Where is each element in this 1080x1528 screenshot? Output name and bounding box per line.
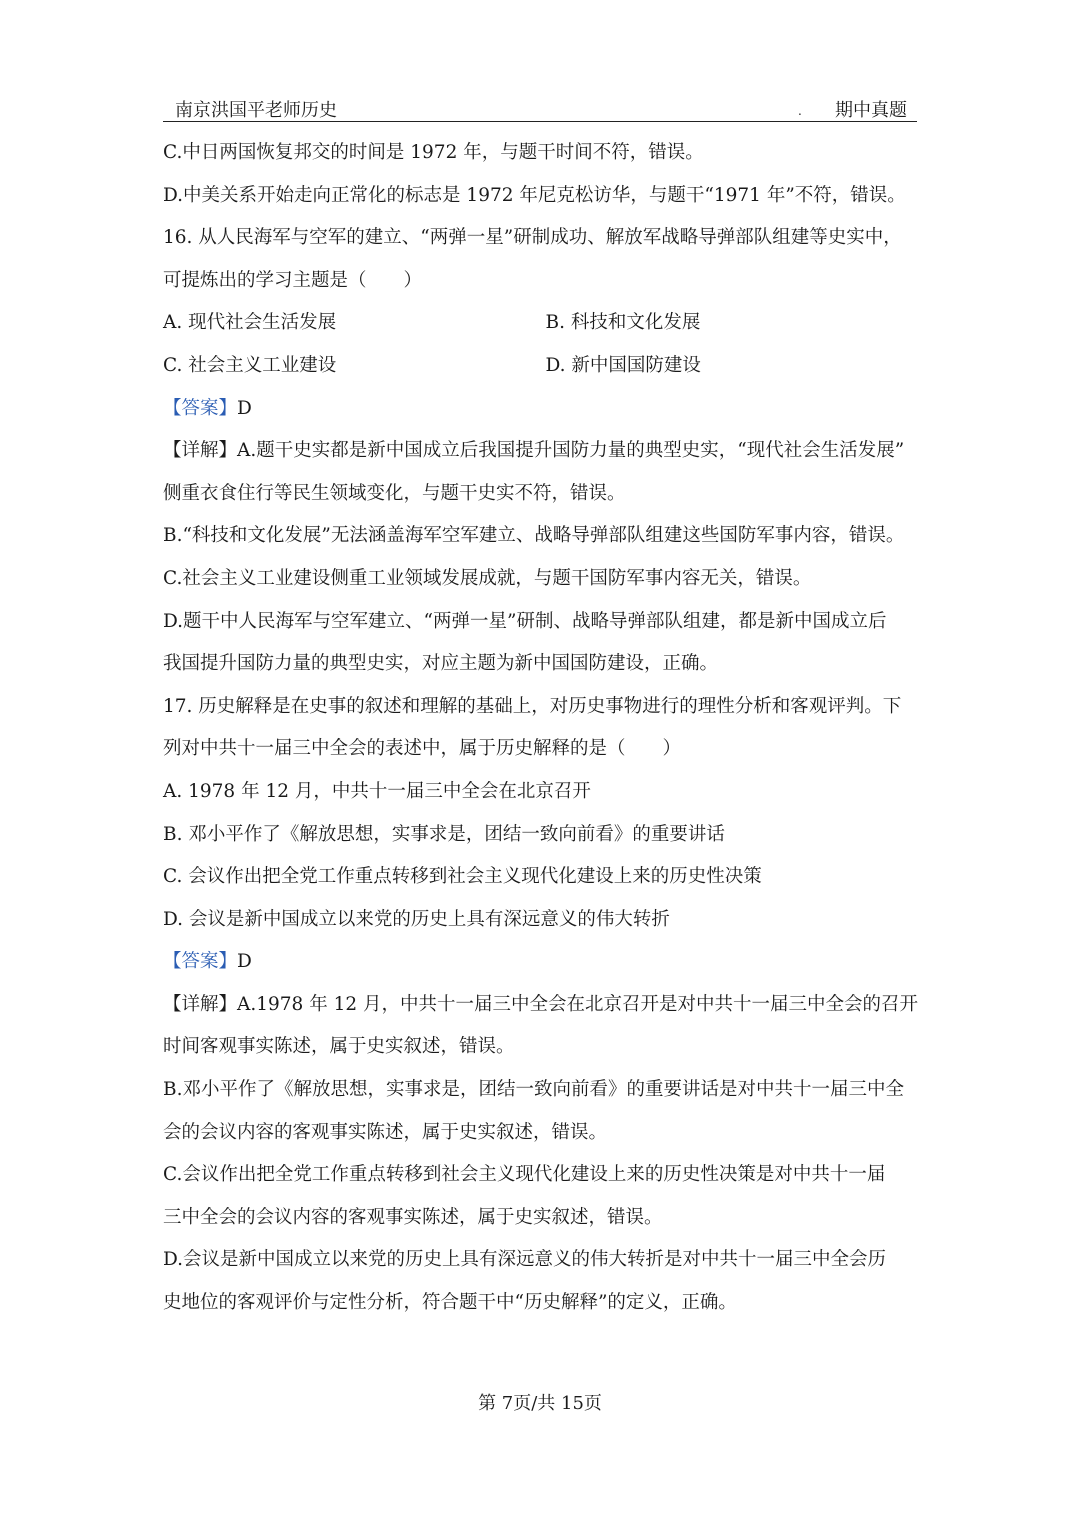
q17-stem-line-2: 列对中共十一届三中全会的表述中，属于历史解释的是（ ） <box>163 738 682 760</box>
q17-detail-line-3: B.邓小平作了《解放思想，实事求是，团结一致向前看》的重要讲话是对中共十一届三中全 <box>163 1079 904 1101</box>
page-header <box>163 100 917 122</box>
q17-answer-tag: 【答案】 <box>163 951 238 973</box>
q16-detail-line-2: 侧重衣食住行等民生领域变化，与题干史实不符，错误。 <box>163 482 626 504</box>
q17-answer-line <box>163 941 928 984</box>
q16-option-b: B. 科技和文化发展 <box>545 312 701 334</box>
page-number: 第 7页/共 15页 <box>478 1393 602 1414</box>
q17-detail-line-1: 【详解】A.1978 年 12 月，中共十一届三中全会在北京召开是对中共十一届三中全会的召开 <box>163 993 919 1015</box>
q16-detail-line-3: B.“科技和文化发展”无法涵盖海军空军建立、战略导弹部队组建这些国防军事内容，错误。 <box>163 525 905 547</box>
header-title: 期中真题 <box>835 100 907 121</box>
q17-detail-line-5: C.会议作出把全党工作重点转移到社会主义现代化建设上来的历史性决策是对中共十一届 <box>163 1164 886 1186</box>
q17-answer-value: D <box>237 951 252 973</box>
q16-option-a: A. 现代社会生活发展 <box>163 312 337 334</box>
q16-option-d: D. 新中国国防建设 <box>545 354 701 376</box>
q17-detail-line-7: D.会议是新中国成立以来党的历史上具有深远意义的伟大转折是对中共十一届三中全会历 <box>163 1249 887 1271</box>
page-footer <box>0 1392 1080 1416</box>
explanation-line-d: D.中美关系开始走向正常化的标志是 1972 年尼克松访华，与题干“1971 年”不符，错误。 <box>163 184 906 206</box>
q16-detail-line-1: 【详解】A.题干史实都是新中国成立后我国提升国防力量的典型史实，“现代社会生活发展” <box>163 440 905 462</box>
q17-option-a: A. 1978 年 12 月，中共十一届三中全会在北京召开 <box>163 780 591 802</box>
q16-answer-line <box>163 388 928 431</box>
header-dot: . <box>798 104 802 118</box>
q16-options-row-1 <box>163 302 928 345</box>
explanation-line-c: C.中日两国恢复邦交的时间是 1972 年，与题干时间不符，错误。 <box>163 142 704 163</box>
q16-answer-tag: 【答案】 <box>163 397 238 419</box>
q16-answer-value: D <box>237 397 252 419</box>
q17-stem-line-1: 17. 历史解释是在史事的叙述和理解的基础上，对历史事物进行的理性分析和客观评判。下 <box>163 695 902 717</box>
q16-stem-line-2: 可提炼出的学习主题是（ ） <box>163 269 423 291</box>
q17-detail-line-2: 时间客观事实陈述，属于史实叙述，错误。 <box>163 1036 515 1058</box>
q16-detail-line-5: D.题干中人民海军与空军建立、“两弹一星”研制、战略导弹部队组建，都是新中国成立后 <box>163 610 887 632</box>
q17-detail-line-4: 会的会议内容的客观事实陈述，属于史实叙述，错误。 <box>163 1121 608 1143</box>
q16-options-row-2 <box>163 345 928 388</box>
q17-detail-line-6: 三中全会的会议内容的客观事实陈述，属于史实叙述，错误。 <box>163 1206 663 1228</box>
q17-option-c: C. 会议作出把全党工作重点转移到社会主义现代化建设上来的历史性决策 <box>163 866 762 888</box>
q17-option-d: D. 会议是新中国成立以来党的历史上具有深远意义的伟大转折 <box>163 908 670 930</box>
header-author: 南京洪国平老师历史 <box>175 100 337 121</box>
page-content <box>163 132 928 1325</box>
q16-detail-line-4: C.社会主义工业建设侧重工业领域发展成就，与题干国防军事内容无关，错误。 <box>163 567 812 589</box>
q16-option-c: C. 社会主义工业建设 <box>163 354 337 376</box>
q17-detail-line-8: 史地位的客观评价与定性分析，符合题干中“历史解释”的定义，正确。 <box>163 1292 737 1314</box>
q17-option-b: B. 邓小平作了《解放思想，实事求是，团结一致向前看》的重要讲话 <box>163 823 725 845</box>
q16-stem-line-1: 16. 从人民海军与空军的建立、“两弹一星”研制成功、解放军战略导弹部队组建等史实中， <box>163 227 902 249</box>
q16-detail-line-6: 我国提升国防力量的典型史实，对应主题为新中国国防建设，正确。 <box>163 653 719 675</box>
